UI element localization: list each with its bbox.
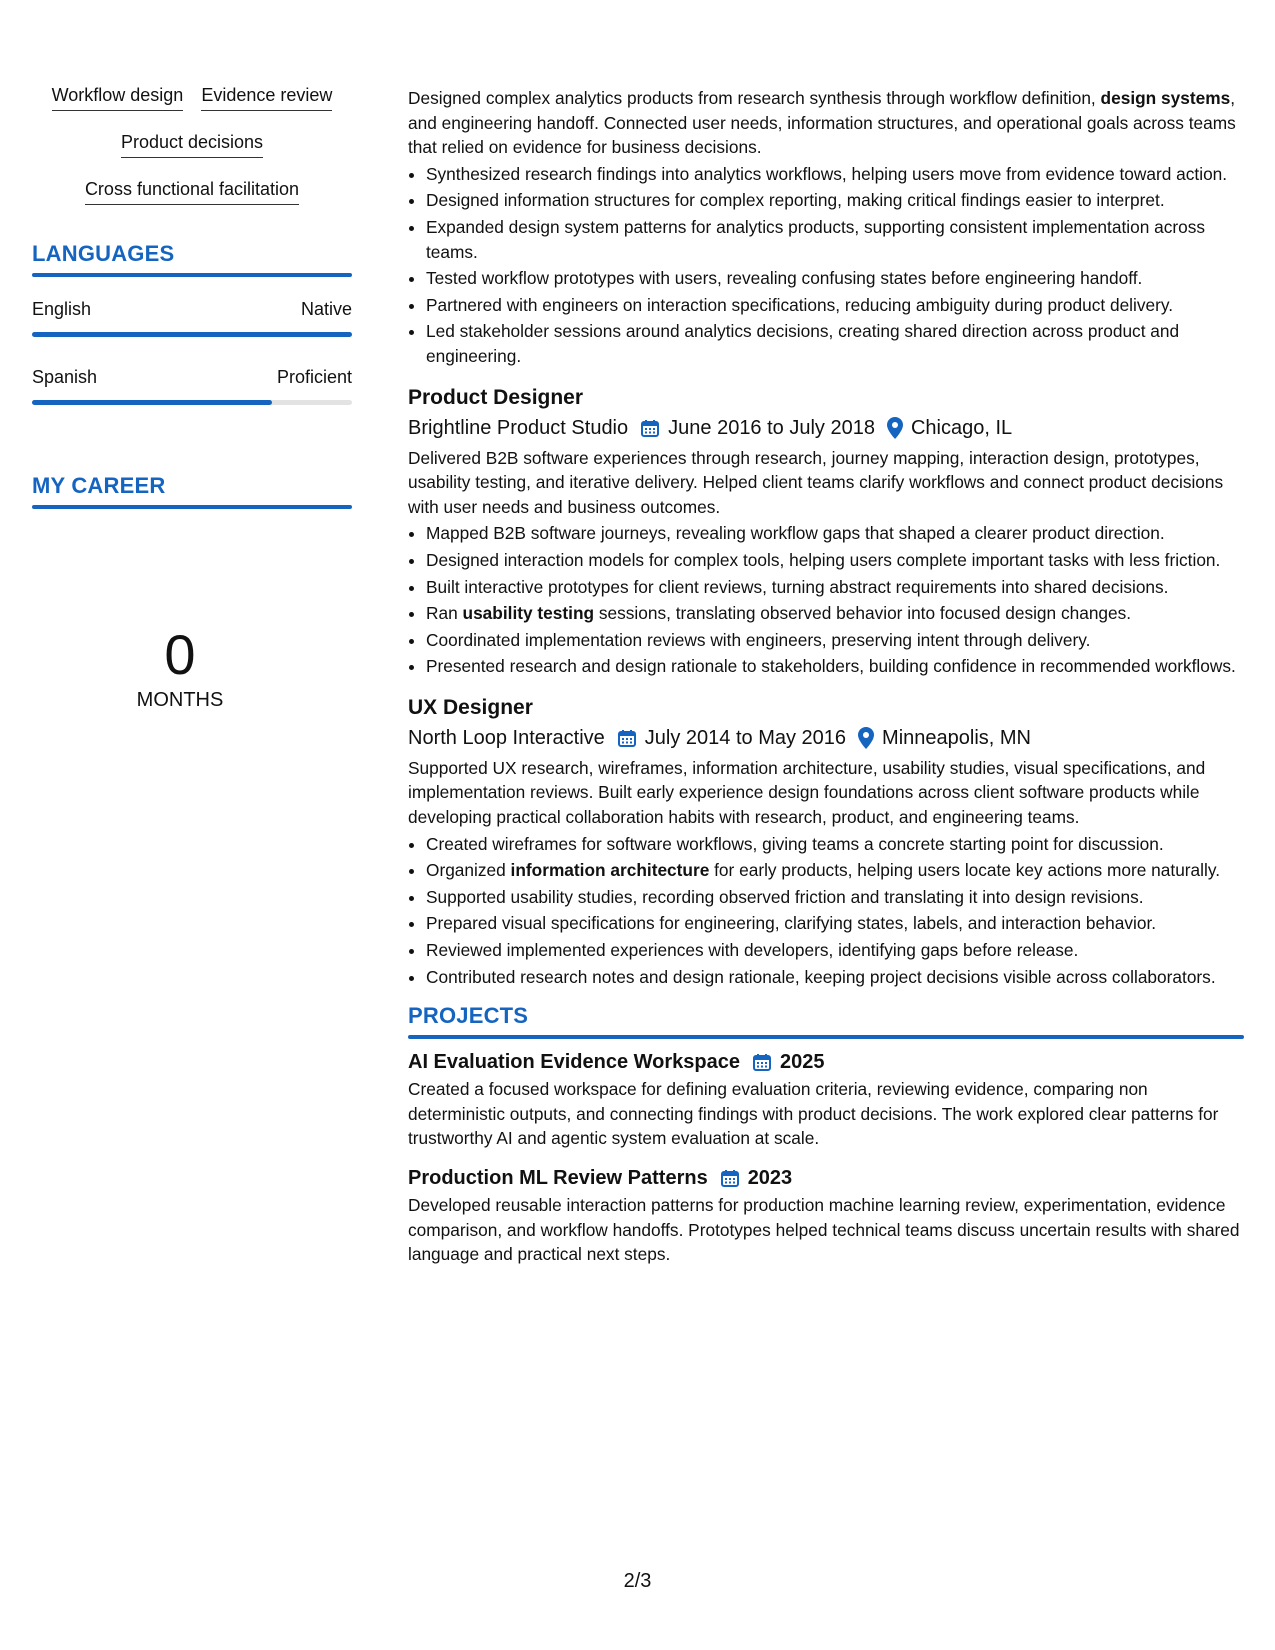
desc-text: Designed complex analytics products from research synthesis through workflow definition, bbox=[408, 88, 1101, 108]
desc-bold: design systems bbox=[1100, 88, 1231, 108]
job-bullets bbox=[408, 162, 1244, 369]
job-description: Delivered B2B software experiences through research, journey mapping, interaction design, prototypes, usability testing, and iterative delivery. Helped client teams clarify workflows and connect product decisions with user needs and business outcomes. bbox=[408, 447, 1224, 517]
bullet-item: • Prepared visual specifications for engineering, clarifying states, labels, and interaction behavior. bbox=[426, 911, 1244, 936]
language-name: English bbox=[32, 299, 92, 319]
job-dates: June 2016 to July 2018 bbox=[668, 416, 875, 439]
bullet-item: • Presented research and design rationale to stakeholders, building confidence in recommended workflows. bbox=[426, 654, 1244, 679]
projects-heading: PROJECTS bbox=[408, 1003, 529, 1029]
skill-tag: Workflow design bbox=[52, 82, 184, 111]
project-description: Created a focused workspace for defining evaluation criteria, reviewing evidence, comparing non deterministic outputs, and connecting findings with product decisions. The work explored clear patterns for trustworthy AI and agentic system evaluation at scale. bbox=[408, 1079, 1219, 1149]
job-meta bbox=[408, 413, 1244, 443]
project-year: 2023 bbox=[747, 1167, 793, 1189]
project-entry bbox=[408, 1047, 1244, 1151]
language-level: Proficient bbox=[276, 367, 352, 387]
language-item bbox=[32, 299, 352, 337]
bullet-item bbox=[426, 858, 1244, 883]
bullet-text: for early products, helping users locate key actions more naturally. bbox=[709, 860, 1221, 881]
project-year: 2025 bbox=[779, 1051, 825, 1074]
project-description: Developed reusable interaction patterns for production machine learning review, experimentation, evidence comparison, and workflow handoffs. Prototypes helped technical teams discuss uncertain results with shared language and practical next steps. bbox=[408, 1195, 1240, 1265]
bullet-text: sessions, translating observed behavior into focused design changes. bbox=[594, 603, 1132, 624]
skills-list bbox=[32, 82, 352, 205]
job-description bbox=[408, 86, 1244, 160]
languages-section bbox=[32, 241, 352, 405]
project-name: AI Evaluation Evidence Workspace bbox=[408, 1051, 740, 1074]
career-section bbox=[32, 473, 352, 712]
map-pin-icon bbox=[858, 727, 874, 749]
bullet-item: • Built interactive prototypes for client reviews, turning abstract requirements into shared decisions. bbox=[426, 575, 1244, 600]
career-count-unit: MONTHS bbox=[136, 689, 224, 711]
project-header bbox=[408, 1163, 1244, 1193]
language-name: Spanish bbox=[32, 367, 98, 387]
bullet-bold: information architecture bbox=[510, 860, 710, 881]
bullet-item: • Coordinated implementation reviews with engineers, preserving intent through delivery. bbox=[426, 628, 1244, 653]
bullet-item: • Contributed research notes and design rationale, keeping project decisions visible across collaborators. bbox=[426, 965, 1244, 990]
bullet-item: • Designed information structures for complex reporting, making critical findings easier to interpret. bbox=[426, 188, 1244, 213]
bullet-item: • Created wireframes for software workflows, giving teams a concrete starting point for discussion. bbox=[426, 832, 1244, 857]
career-heading: MY CAREER bbox=[32, 473, 166, 498]
skill-tag: Cross functional facilitation bbox=[85, 176, 299, 205]
bullet-item: • Designed interaction models for complex tools, helping users complete important tasks with less friction. bbox=[426, 548, 1244, 573]
project-header bbox=[408, 1047, 1244, 1077]
job-bullets bbox=[408, 832, 1244, 990]
bullet-item: • Partnered with engineers on interaction specifications, reducing ambiguity during product delivery. bbox=[426, 293, 1244, 318]
job-location: Chicago, IL bbox=[910, 416, 1013, 439]
bullet-item: • Reviewed implemented experiences with developers, identifying gaps before release. bbox=[426, 938, 1244, 963]
job-location: Minneapolis, MN bbox=[882, 726, 1031, 749]
job-bullets bbox=[408, 521, 1244, 679]
skill-tag: Product decisions bbox=[121, 129, 263, 158]
main-content bbox=[408, 86, 1244, 1267]
continued-job bbox=[408, 86, 1244, 369]
project-entry bbox=[408, 1163, 1244, 1267]
bullet-item: • Tested workflow prototypes with users, revealing confusing states before engineering handoff. bbox=[426, 266, 1244, 291]
proficiency-fill bbox=[32, 400, 272, 405]
section-divider bbox=[32, 273, 352, 277]
proficiency-bar bbox=[32, 400, 352, 405]
sidebar bbox=[32, 82, 352, 712]
job-entry bbox=[408, 693, 1244, 989]
job-meta bbox=[408, 723, 1244, 753]
bullet-item bbox=[426, 601, 1244, 626]
company-name: Brightline Product Studio bbox=[408, 416, 629, 439]
desc-text: , and engineering handoff. Connected user needs, information structures, and operational goals across teams that relied on evidence for business decisions. bbox=[408, 88, 1236, 158]
section-divider bbox=[408, 1035, 1244, 1039]
bullet-bold: usability testing bbox=[462, 603, 595, 624]
calendar-icon bbox=[720, 1168, 740, 1188]
career-duration bbox=[32, 623, 328, 712]
language-level: Native bbox=[300, 299, 352, 319]
page-number: 2/3 bbox=[623, 1570, 652, 1592]
projects-section bbox=[408, 1003, 1244, 1267]
calendar-icon bbox=[617, 728, 637, 748]
language-item bbox=[32, 367, 352, 405]
calendar-icon bbox=[752, 1052, 772, 1072]
bullet-text: Organized bbox=[426, 860, 511, 881]
bullet-item: • Expanded design system patterns for analytics products, supporting consistent implementation across teams. bbox=[426, 215, 1244, 264]
job-title: Product Designer bbox=[408, 385, 584, 409]
company-name: North Loop Interactive bbox=[408, 726, 605, 749]
skill-tag: Evidence review bbox=[201, 82, 332, 111]
map-pin-icon bbox=[887, 417, 903, 439]
job-title: UX Designer bbox=[408, 695, 533, 719]
bullet-item: • Led stakeholder sessions around analytics decisions, creating shared direction across product and engineering. bbox=[426, 319, 1244, 368]
job-description: Supported UX research, wireframes, information architecture, usability studies, visual specifications, and implementation reviews. Built early experience design foundations across client software products while developing practical collaboration habits with research, product, and engineering teams. bbox=[408, 757, 1206, 828]
bullet-item: • Mapped B2B software journeys, revealing workflow gaps that shaped a clearer product direction. bbox=[426, 521, 1244, 546]
languages-heading: LANGUAGES bbox=[32, 241, 175, 266]
bullet-item: • Supported usability studies, recording observed friction and translating it into design revisions. bbox=[426, 885, 1244, 910]
job-dates: July 2014 to May 2016 bbox=[644, 726, 847, 749]
proficiency-fill bbox=[32, 332, 352, 337]
bullet-text: Ran bbox=[426, 603, 463, 624]
job-entry bbox=[408, 383, 1244, 679]
section-divider bbox=[32, 505, 352, 509]
project-name: Production ML Review Patterns bbox=[408, 1167, 708, 1189]
career-count-value: 0 bbox=[164, 623, 196, 686]
proficiency-bar bbox=[32, 332, 352, 337]
bullet-item: • Synthesized research findings into analytics workflows, helping users move from evidence toward action. bbox=[426, 162, 1244, 187]
calendar-icon bbox=[640, 418, 660, 438]
